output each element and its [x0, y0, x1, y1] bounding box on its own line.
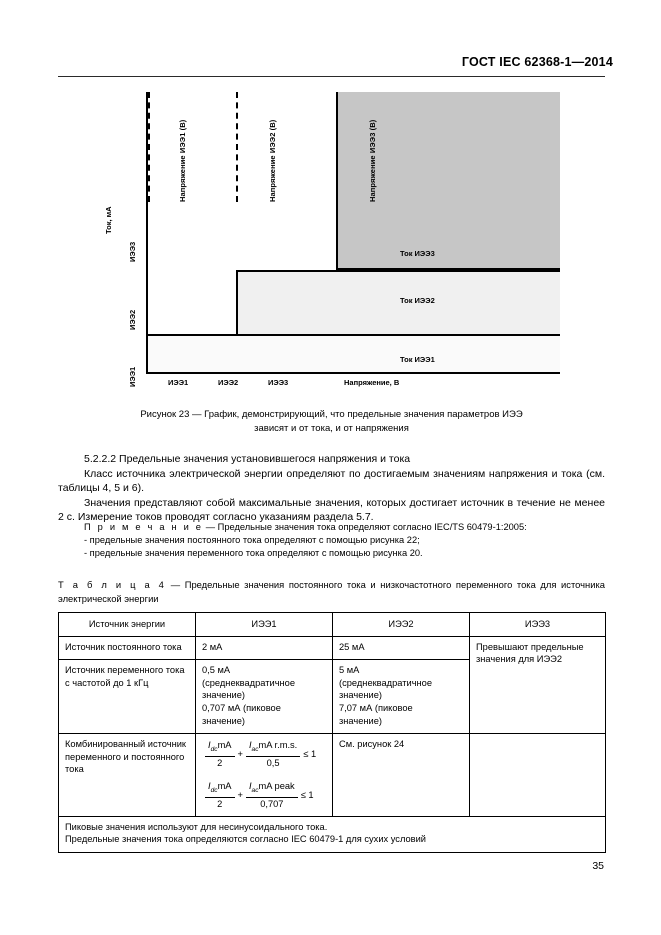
- formula-peak-num-1: $I_{dc}mA$: [205, 781, 235, 798]
- formula-peak-term-1: [205, 781, 235, 810]
- chart-band-label-voltage-iee3: Напряжение ИЭЭ3 (В): [368, 119, 377, 202]
- chart-current-label-iee3: Ток ИЭЭ3: [400, 249, 435, 258]
- row-2-iee1-line-2: (среднеквадратичное: [202, 677, 296, 688]
- formula-peak-den-1: 2: [217, 798, 223, 809]
- table-footer-line-2: Предельные значения тока определяются согласно IEC 60479-1 для сухих условий: [65, 834, 426, 845]
- figure-caption-line-1: Рисунок 23 — График, демонстрирующий, что предельные значения параметров ИЭЭ: [140, 409, 523, 420]
- page-number: 35: [592, 860, 604, 872]
- formula-rms-den-2: 0,5: [266, 758, 280, 769]
- chart-vdash-iee1: [148, 92, 150, 202]
- chart-x-tick-iee2: ИЭЭ2: [218, 378, 239, 387]
- chart-x-axis-title: Напряжение, В: [344, 378, 400, 387]
- note-item-1: - предельные значения постоянного тока определяют с помощью рисунка 22;: [84, 535, 420, 545]
- figure-caption: [58, 408, 605, 436]
- table-caption-lead: Т а б л и ц а 4: [58, 579, 167, 590]
- row-1-iee2: 25 мА: [333, 636, 470, 660]
- row-2-iee1-line-3: значение): [202, 690, 245, 701]
- chart-region-iee1: [148, 334, 560, 372]
- header-rule: [58, 76, 605, 77]
- formula-peak-den-2: 0,707: [260, 798, 284, 809]
- chart-region-iee2: [236, 270, 560, 334]
- formula-peak-operator: +: [237, 790, 243, 801]
- table-footer-row: [59, 816, 606, 852]
- table-footer-cell: [59, 816, 606, 852]
- row-3-label: Комбинированный источник переменного и постоянного тока: [59, 734, 196, 817]
- row-2-iee2-line-3: значение): [339, 690, 382, 701]
- chart-hdash-iee3: [336, 270, 560, 272]
- note-label: П р и м е ч а н и е: [84, 522, 204, 532]
- table-row: [59, 734, 606, 817]
- table-row: [59, 636, 606, 660]
- row-2-iee2-line-2: (среднеквадратичное: [339, 677, 433, 688]
- row-2-iee1-line-5: значение): [202, 715, 245, 726]
- table-header-iee3: ИЭЭ3: [470, 613, 606, 637]
- chart-hdash-iee1: [148, 372, 560, 374]
- paragraph-1: Класс источника электрической энергии определяют по достигаемым значениям напряжения и тока (см. таблицы 4, 5 и 6).: [58, 467, 605, 495]
- chart-y-axis-title: Ток, мА: [104, 206, 113, 234]
- table-header-iee2: ИЭЭ2: [333, 613, 470, 637]
- formula-rms-num-2: $I_{ac}mA$ r.m.s.: [246, 740, 300, 757]
- table-4-caption: [58, 578, 605, 605]
- note-item-2: - предельные значения переменного тока определяют с помощью рисунка 20.: [84, 548, 423, 558]
- chart-x-tick-iee3: ИЭЭ3: [268, 378, 289, 387]
- formula-rms-term-2: [246, 740, 300, 769]
- table-header-row: [59, 613, 606, 637]
- chart-vdash-iee3: [336, 92, 338, 202]
- paragraph-2: Значения представляют собой максимальные значения, которых достигает источник в течение не менее 2 с. Измерение токов проводят согласно указаниям раздела 5.7.: [58, 496, 605, 524]
- formula-rms-operator: +: [237, 749, 243, 760]
- row-2-iee2: [333, 660, 470, 734]
- chart-y-tick-iee3: ИЭЭ3: [128, 241, 137, 262]
- note-intro-text: Предельные значения тока определяют согласно IEC/TS 60479-1:2005:: [217, 522, 527, 532]
- formula-rms-term-1: [205, 740, 235, 769]
- chart-current-label-iee1: Ток ИЭЭ1: [400, 355, 435, 364]
- chart-band-label-voltage-iee1: Напряжение ИЭЭ1 (В): [178, 119, 187, 202]
- formula-rms-den-1: 2: [217, 758, 223, 769]
- row-3-iee2: См. рисунок 24: [333, 734, 470, 817]
- row-1-label: Источник постоянного тока: [59, 636, 196, 660]
- formula-peak-num-2: $I_{ac}mA$ peak: [246, 781, 298, 798]
- table-header-source: Источник энергии: [59, 613, 196, 637]
- row-2-iee2-line-1: 5 мА: [339, 665, 360, 676]
- row-3-iee3: [470, 734, 606, 817]
- formula-peak-relation: ≤ 1: [300, 790, 314, 801]
- note-intro-line: [58, 521, 605, 534]
- body-text: [58, 452, 605, 525]
- table-footer-line-1: Пиковые значения используют для несинусоидального тока.: [65, 821, 328, 832]
- row-2-label: Источник переменного тока с частотой до 1 кГц: [59, 660, 196, 734]
- formula-peak: [204, 781, 326, 810]
- figure-caption-line-2: зависят и от тока, и от напряжения: [254, 423, 409, 434]
- row-2-iee2-line-5: значение): [339, 715, 382, 726]
- row-2-iee1-line-1: 0,5 мА: [202, 665, 231, 676]
- chart-y-tick-iee1: ИЭЭ1: [128, 366, 137, 387]
- chart-band-label-voltage-iee2: Напряжение ИЭЭ2 (В): [268, 119, 277, 202]
- table-header-iee1: ИЭЭ1: [196, 613, 333, 637]
- note-block: [58, 521, 605, 560]
- chart-hdash-iee2: [236, 334, 560, 336]
- figure-23-chart: [100, 92, 560, 387]
- chart-vdash-iee2: [236, 92, 238, 202]
- row-1-iee3: Превышают предельные значения для ИЭЭ2: [470, 636, 606, 734]
- clause-heading-5-2-2-2: 5.2.2.2 Предельные значения установившегося напряжения и тока: [84, 453, 411, 465]
- table-caption-dash: —: [170, 579, 181, 590]
- row-3-iee1-formulas: [196, 734, 333, 817]
- table-4: [58, 612, 606, 853]
- note-dash: —: [205, 522, 216, 532]
- row-2-iee2-line-4: 7,07 мА (пиковое: [339, 702, 413, 713]
- row-2-iee1-line-4: 0,707 мА (пиковое: [202, 702, 281, 713]
- formula-rms-relation: ≤ 1: [303, 749, 317, 760]
- table-4-wrapper: [58, 612, 605, 853]
- row-2-iee1: [196, 660, 333, 734]
- page-header-standard-number: ГОСТ IEC 62368-1—2014: [461, 55, 613, 69]
- chart-y-tick-iee2: ИЭЭ2: [128, 309, 137, 330]
- chart-current-label-iee2: Ток ИЭЭ2: [400, 296, 435, 305]
- formula-rms-num-1: $I_{dc}mA$: [205, 740, 235, 757]
- row-1-iee1: 2 мА: [196, 636, 333, 660]
- table-caption-text: Предельные значения постоянного тока и низкочастотного переменного тока для источника электрической энергии: [58, 579, 605, 604]
- chart-x-tick-iee1: ИЭЭ1: [168, 378, 189, 387]
- formula-peak-term-2: [246, 781, 298, 810]
- formula-rms: [204, 740, 326, 769]
